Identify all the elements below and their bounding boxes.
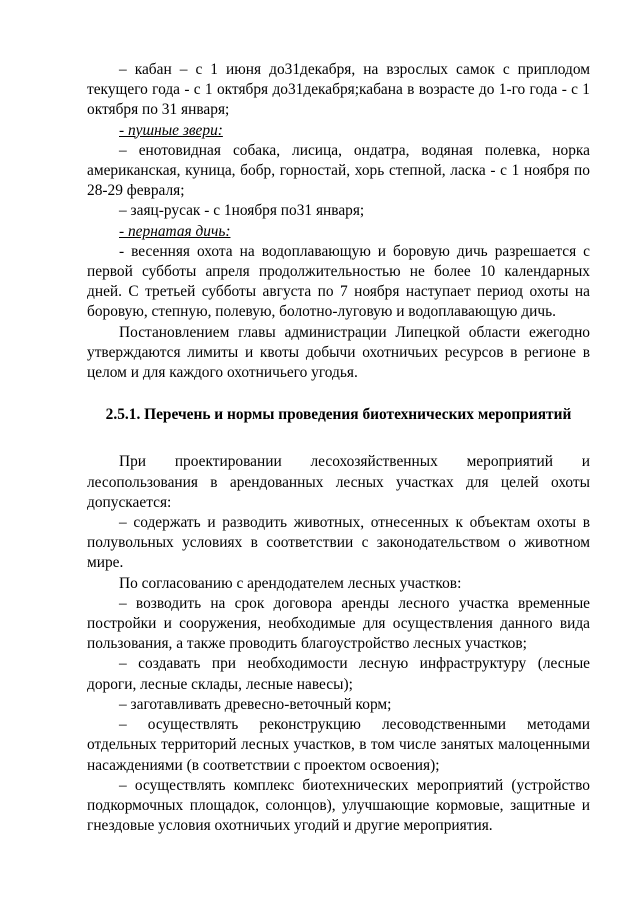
- temporary-buildings-paragraph: – возводить на срок договора аренды лесного участка временные постройки и сооружения, необходимые для осуществления данного вида пользования, а также проводить благоустройство лесных участков;: [87, 594, 590, 653]
- limits-quotas-paragraph: Постановлением главы администрации Липецкой области ежегодно утверждаются лимиты и квоты добычи охотничьих ресурсов в регионе в целом и для каждого охотничьего угодья.: [87, 323, 590, 382]
- feathered-game-subheading: - пернатая дичь:: [119, 222, 231, 240]
- biotechnical-measures-paragraph: – осуществлять комплекс биотехнических мероприятий (устройство подкормочных площадок, солонцов), улучшающие кормовые, защитные и гнездовые условия охотничьих угодий и другие мероприятия.: [87, 776, 590, 835]
- agreement-intro-paragraph: По согласованию с арендодателем лесных участков:: [119, 574, 462, 592]
- fur-animals-subheading: - пушные звери:: [119, 121, 223, 139]
- section-heading: 2.5.1. Перечень и нормы проведения биотехнических мероприятий: [105, 406, 572, 424]
- boar-season-paragraph: – кабан – с 1 июня до31декабря, на взрослых самок с приплодом текущего года - с 1 октября до31декабря;кабана в возрасте до 1-го года - с 1 октября по 31 января;: [87, 61, 590, 119]
- feed-harvest-paragraph: – заготавливать древесно-веточный корм;: [119, 695, 392, 713]
- fur-animals-season-paragraph: – енотовидная собака, лисица, ондатра, водяная полевка, норка американская, куница, бобр, горностай, хорь степной, ласка - с 1 ноября по 28-29 февраля;: [87, 141, 590, 200]
- infrastructure-paragraph: – создавать при необходимости лесную инфраструктуру (лесные дороги, лесные склады, лесные навесы);: [87, 655, 590, 693]
- document-body: [87, 60, 590, 836]
- feathered-game-season-paragraph: - весенняя охота на водоплавающую и боровую дичь разрешается с первой субботы апреля продолжительностью не более 10 календарных дней. С третьей субботы августа по 7 ноября наступает период охоты на боровую, степную, полевую, болотно-луговую и водоплавающую дичь.: [87, 242, 590, 321]
- permitted-intro-paragraph: При проектировании лесохозяйственных мероприятий и лесопользования в арендованных лесных участках для целей охоты допускается:: [87, 453, 590, 511]
- hare-season-paragraph: – заяц-русак - с 1ноября по31 января;: [119, 202, 365, 220]
- reconstruction-paragraph: – осуществлять реконструкцию лесоводственными методами отдельных территорий лесных участков, в том числе занятых малоценными насаждениями (в соответствии с проектом освоения);: [87, 716, 590, 774]
- keep-animals-paragraph: – содержать и разводить животных, отнесенных к объектам охоты в полувольных условиях в соответствии с законодательством о животном мире.: [87, 514, 590, 572]
